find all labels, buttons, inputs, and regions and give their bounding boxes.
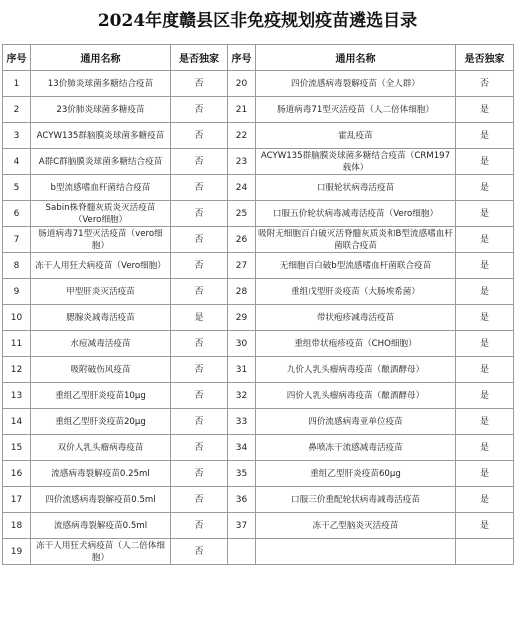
vaccine-name: 带状疱疹减毒活疫苗 [256, 305, 456, 331]
exclusive-flag: 是 [456, 253, 514, 279]
exclusive-flag: 否 [171, 409, 228, 435]
exclusive-flag: 是 [456, 305, 514, 331]
vaccine-name: 冻干人用狂犬病疫苗（Vero细胞） [31, 253, 171, 279]
exclusive-flag: 是 [456, 331, 514, 357]
vaccine-name: 冻干人用狂犬病疫苗（人二倍体细胞） [31, 539, 171, 565]
exclusive-flag: 是 [456, 97, 514, 123]
vaccine-name [256, 539, 456, 565]
exclusive-flag: 是 [456, 123, 514, 149]
table-row [3, 513, 514, 539]
exclusive-flag: 是 [456, 279, 514, 305]
row-number: 19 [3, 539, 31, 565]
vaccine-name: 四价流感病毒裂解疫苗（全人群） [256, 71, 456, 97]
row-number: 30 [228, 331, 256, 357]
exclusive-flag: 否 [171, 201, 228, 227]
exclusive-flag: 是 [456, 435, 514, 461]
vaccine-name: 重组戊型肝炎疫苗（大肠埃希菌） [256, 279, 456, 305]
vaccine-name: 双价人乳头瘤病毒疫苗 [31, 435, 171, 461]
row-number: 23 [228, 149, 256, 175]
vaccine-name: 肠道病毒71型灭活疫苗（人二倍体细胞） [256, 97, 456, 123]
vaccine-name: 吸附破伤风疫苗 [31, 357, 171, 383]
exclusive-flag: 否 [171, 253, 228, 279]
vaccine-name: 23价肺炎球菌多糖疫苗 [31, 97, 171, 123]
table-row [3, 123, 514, 149]
row-number: 15 [3, 435, 31, 461]
header-exclusive-right: 是否独家 [456, 45, 514, 71]
header-no-right: 序号 [228, 45, 256, 71]
row-number: 34 [228, 435, 256, 461]
exclusive-flag: 否 [171, 331, 228, 357]
table-row [3, 149, 514, 175]
exclusive-flag: 是 [171, 305, 228, 331]
exclusive-flag: 是 [456, 461, 514, 487]
exclusive-flag: 是 [456, 383, 514, 409]
row-number: 26 [228, 227, 256, 253]
table-row [3, 201, 514, 227]
row-number: 9 [3, 279, 31, 305]
row-number: 29 [228, 305, 256, 331]
exclusive-flag: 是 [456, 513, 514, 539]
table-row [3, 539, 514, 565]
exclusive-flag: 是 [456, 357, 514, 383]
vaccine-name: 口服轮状病毒活疫苗 [256, 175, 456, 201]
exclusive-flag: 是 [456, 149, 514, 175]
exclusive-flag: 是 [456, 227, 514, 253]
row-number: 31 [228, 357, 256, 383]
exclusive-flag: 是 [456, 175, 514, 201]
row-number: 32 [228, 383, 256, 409]
vaccine-name: 肠道病毒71型灭活疫苗（vero细胞） [31, 227, 171, 253]
row-number: 12 [3, 357, 31, 383]
row-number: 25 [228, 201, 256, 227]
table-header-row [3, 45, 514, 71]
row-number: 37 [228, 513, 256, 539]
exclusive-flag: 是 [456, 487, 514, 513]
vaccine-name: 13价肺炎球菌多糖结合疫苗 [31, 71, 171, 97]
exclusive-flag: 否 [171, 227, 228, 253]
header-no-left: 序号 [3, 45, 31, 71]
exclusive-flag: 否 [171, 123, 228, 149]
row-number: 27 [228, 253, 256, 279]
exclusive-flag: 否 [456, 71, 514, 97]
row-number [228, 539, 256, 565]
vaccine-name: 流感病毒裂解疫苗0.5ml [31, 513, 171, 539]
row-number: 24 [228, 175, 256, 201]
table-row [3, 331, 514, 357]
row-number: 20 [228, 71, 256, 97]
vaccine-name: 甲型肝炎灭活疫苗 [31, 279, 171, 305]
row-number: 14 [3, 409, 31, 435]
vaccine-name: Sabin株脊髓灰质炎灭活疫苗（Vero细胞） [31, 201, 171, 227]
table-row [3, 435, 514, 461]
table-row [3, 279, 514, 305]
exclusive-flag: 是 [456, 409, 514, 435]
page-title: 2024年度赣县区非免疫规划疫苗遴选目录 [97, 11, 418, 31]
vaccine-name: 四价人乳头瘤病毒疫苗（酿酒酵母） [256, 383, 456, 409]
vaccine-name: 水痘减毒活疫苗 [31, 331, 171, 357]
vaccine-name: ACYW135群脑膜炎球菌多糖疫苗 [31, 123, 171, 149]
vaccine-name: 流感病毒裂解疫苗0.25ml [31, 461, 171, 487]
vaccine-name: A群C群脑膜炎球菌多糖结合疫苗 [31, 149, 171, 175]
row-number: 3 [3, 123, 31, 149]
vaccine-name: 重组带状疱疹疫苗（CHO细胞） [256, 331, 456, 357]
row-number: 18 [3, 513, 31, 539]
table-row [3, 357, 514, 383]
vaccine-name: ACYW135群脑膜炎球菌多糖结合疫苗（CRM197载体） [256, 149, 456, 175]
exclusive-flag: 否 [171, 539, 228, 565]
table-row [3, 487, 514, 513]
header-name-left: 通用名称 [31, 45, 171, 71]
exclusive-flag: 否 [171, 357, 228, 383]
exclusive-flag: 否 [171, 513, 228, 539]
row-number: 13 [3, 383, 31, 409]
vaccine-name: 重组乙型肝炎疫苗20μg [31, 409, 171, 435]
vaccine-name: 无细胞百白破b型流感嗜血杆菌联合疫苗 [256, 253, 456, 279]
row-number: 4 [3, 149, 31, 175]
table-row [3, 97, 514, 123]
vaccine-name: 冻干乙型脑炎灭活疫苗 [256, 513, 456, 539]
vaccine-table [2, 44, 514, 565]
row-number: 6 [3, 201, 31, 227]
row-number: 28 [228, 279, 256, 305]
vaccine-name: 霍乱疫苗 [256, 123, 456, 149]
exclusive-flag: 否 [171, 149, 228, 175]
vaccine-name: 口服五价轮状病毒减毒活疫苗（Vero细胞） [256, 201, 456, 227]
row-number: 11 [3, 331, 31, 357]
vaccine-name: 九价人乳头瘤病毒疫苗（酿酒酵母） [256, 357, 456, 383]
table-row [3, 175, 514, 201]
vaccine-name: 四价流感病毒裂解疫苗0.5ml [31, 487, 171, 513]
vaccine-name: 四价流感病毒亚单位疫苗 [256, 409, 456, 435]
row-number: 36 [228, 487, 256, 513]
table-row [3, 461, 514, 487]
exclusive-flag: 否 [171, 279, 228, 305]
exclusive-flag: 否 [171, 97, 228, 123]
row-number: 1 [3, 71, 31, 97]
table-row [3, 71, 514, 97]
row-number: 10 [3, 305, 31, 331]
row-number: 5 [3, 175, 31, 201]
row-number: 17 [3, 487, 31, 513]
exclusive-flag: 否 [171, 435, 228, 461]
exclusive-flag [456, 539, 514, 565]
row-number: 22 [228, 123, 256, 149]
table-row [3, 227, 514, 253]
row-number: 35 [228, 461, 256, 487]
exclusive-flag: 否 [171, 487, 228, 513]
vaccine-name: 吸附无细胞百白破灭活脊髓灰质炎和B型流感嗜血杆菌联合疫苗 [256, 227, 456, 253]
header-name-right: 通用名称 [256, 45, 456, 71]
row-number: 33 [228, 409, 256, 435]
vaccine-name: b型流感嗜血杆菌结合疫苗 [31, 175, 171, 201]
row-number: 7 [3, 227, 31, 253]
exclusive-flag: 是 [456, 201, 514, 227]
vaccine-name: 鼻喷冻干流感减毒活疫苗 [256, 435, 456, 461]
exclusive-flag: 否 [171, 461, 228, 487]
vaccine-name: 腮腺炎减毒活疫苗 [31, 305, 171, 331]
table-row [3, 383, 514, 409]
exclusive-flag: 否 [171, 71, 228, 97]
table-row [3, 253, 514, 279]
row-number: 21 [228, 97, 256, 123]
row-number: 2 [3, 97, 31, 123]
table-row [3, 409, 514, 435]
row-number: 8 [3, 253, 31, 279]
vaccine-name: 重组乙型肝炎疫苗10μg [31, 383, 171, 409]
vaccine-name: 重组乙型肝炎疫苗60μg [256, 461, 456, 487]
row-number: 16 [3, 461, 31, 487]
table-row [3, 305, 514, 331]
exclusive-flag: 否 [171, 383, 228, 409]
header-exclusive-left: 是否独家 [171, 45, 228, 71]
vaccine-name: 口服三价重配轮状病毒减毒活疫苗 [256, 487, 456, 513]
exclusive-flag: 否 [171, 175, 228, 201]
